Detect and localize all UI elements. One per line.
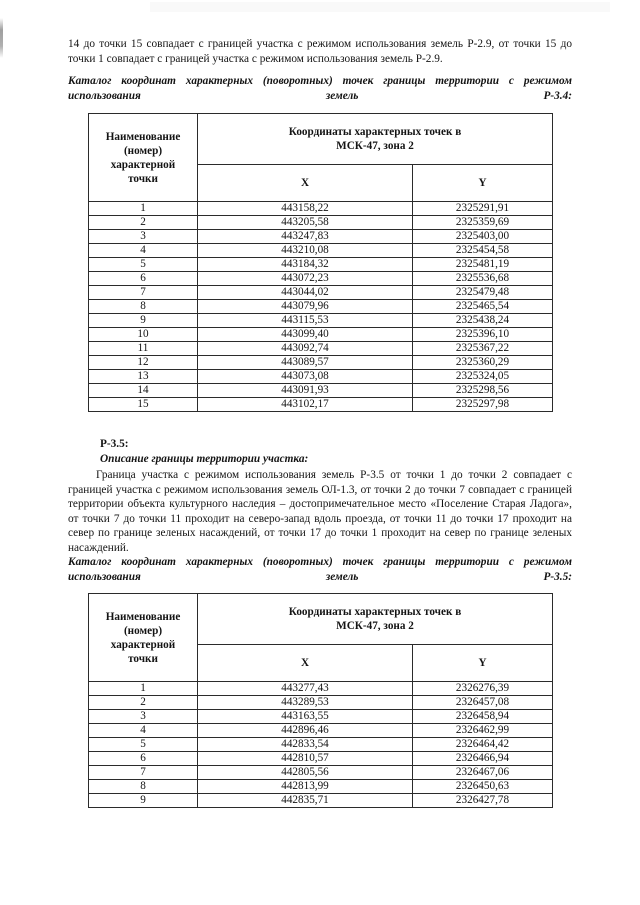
cell-x: 443184,32 bbox=[198, 258, 413, 272]
header-x: X bbox=[198, 165, 413, 202]
cell-y: 2325359,69 bbox=[413, 216, 553, 230]
coordinates-table-p34 bbox=[88, 113, 553, 412]
header-line: точки bbox=[128, 652, 158, 665]
cell-x: 443044,02 bbox=[198, 286, 413, 300]
cell-y: 2325438,24 bbox=[413, 314, 553, 328]
cell-x: 443102,17 bbox=[198, 398, 413, 412]
cell-point-number: 8 bbox=[89, 300, 198, 314]
cell-x: 443079,96 bbox=[198, 300, 413, 314]
header-line: (номер) bbox=[123, 624, 163, 637]
cell-y: 2325324,05 bbox=[413, 370, 553, 384]
header-coordinates bbox=[198, 114, 553, 165]
cell-point-number: 2 bbox=[89, 216, 198, 230]
cell-point-number: 5 bbox=[89, 738, 198, 752]
cell-y: 2326458,94 bbox=[413, 710, 553, 724]
cell-y: 2326457,08 bbox=[413, 696, 553, 710]
cell-y: 2325465,54 bbox=[413, 300, 553, 314]
cell-y: 2325479,48 bbox=[413, 286, 553, 300]
cell-x: 443289,53 bbox=[198, 696, 413, 710]
cell-point-number: 7 bbox=[89, 286, 198, 300]
header-line: Координаты характерных точек в bbox=[288, 126, 462, 138]
table-row bbox=[89, 398, 553, 412]
scan-artifact-left-edge bbox=[0, 18, 3, 58]
table-row bbox=[89, 724, 553, 738]
table-row bbox=[89, 300, 553, 314]
cell-y: 2325298,56 bbox=[413, 384, 553, 398]
header-line: (номер) bbox=[123, 144, 163, 157]
top-paragraph: 14 до точки 15 совпадает с границей участка с режимом использования земель Р-2.9, от точки 15 до точки 1 совпадает с границей участка с режимом использования земель Р-2.9. bbox=[68, 38, 572, 65]
header-y: Y bbox=[413, 165, 553, 202]
table-head bbox=[89, 594, 553, 682]
header-coordinates bbox=[198, 594, 553, 645]
cell-x: 442896,46 bbox=[198, 724, 413, 738]
cell-y: 2325297,98 bbox=[413, 398, 553, 412]
table-head bbox=[89, 114, 553, 202]
cell-x: 443205,58 bbox=[198, 216, 413, 230]
table-row bbox=[89, 342, 553, 356]
cell-x: 443089,57 bbox=[198, 356, 413, 370]
cell-point-number: 1 bbox=[89, 682, 198, 696]
cell-x: 443099,40 bbox=[198, 328, 413, 342]
cell-x: 443092,74 bbox=[198, 342, 413, 356]
header-line: характерной bbox=[110, 638, 176, 651]
table-row bbox=[89, 202, 553, 216]
section-subtitle-p35: Описание границы территории участка: bbox=[100, 453, 309, 465]
cell-point-number: 12 bbox=[89, 356, 198, 370]
cell-point-number: 7 bbox=[89, 766, 198, 780]
cell-point-number: 14 bbox=[89, 384, 198, 398]
cell-x: 442833,54 bbox=[198, 738, 413, 752]
cell-x: 443247,83 bbox=[198, 230, 413, 244]
cell-y: 2326466,94 bbox=[413, 752, 553, 766]
table-row bbox=[89, 230, 553, 244]
cell-y: 2326276,39 bbox=[413, 682, 553, 696]
header-row-primary bbox=[89, 594, 553, 645]
table-row bbox=[89, 752, 553, 766]
header-line: точки bbox=[128, 172, 158, 185]
section-paragraph-p35: Граница участка с режимом использования земель Р-3.5 от точки 1 до точки 2 совпадает с границей участка с режимом использования земель ОЛ-1.3, от точки 2 до точки 7 совпадает с границей территории объекта культурного наследия – достопримечательное место «Поселение Старая Ладога», от точки 7 до точки 11 проходит на северо-запад вдоль проезда, от точки 11 до точки 17 проходит на север по границе зеленых насаждений, от точки 17 до точки 1 проходит на север по границе зеленых насаждений. bbox=[68, 469, 572, 554]
table-row bbox=[89, 244, 553, 258]
table-row bbox=[89, 794, 553, 808]
cell-y: 2325367,22 bbox=[413, 342, 553, 356]
table-body-p34 bbox=[89, 202, 553, 412]
catalog-title-p35: Каталог координат характерных (поворотных) точек границы территории с режимом использования земель Р-3.5: bbox=[68, 556, 572, 584]
table-row bbox=[89, 286, 553, 300]
cell-x: 443091,93 bbox=[198, 384, 413, 398]
table-row bbox=[89, 696, 553, 710]
cell-y: 2326467,06 bbox=[413, 766, 553, 780]
table-row bbox=[89, 738, 553, 752]
table-row bbox=[89, 356, 553, 370]
header-line: Наименование bbox=[105, 130, 181, 143]
cell-x: 442813,99 bbox=[198, 780, 413, 794]
header-line: характерной bbox=[110, 158, 176, 171]
cell-y: 2325454,58 bbox=[413, 244, 553, 258]
cell-y: 2326450,63 bbox=[413, 780, 553, 794]
table-row bbox=[89, 314, 553, 328]
cell-x: 442805,56 bbox=[198, 766, 413, 780]
cell-y: 2325360,29 bbox=[413, 356, 553, 370]
table-row bbox=[89, 710, 553, 724]
table-row bbox=[89, 370, 553, 384]
table-body-p35 bbox=[89, 682, 553, 808]
cell-y: 2325396,10 bbox=[413, 328, 553, 342]
cell-x: 443163,55 bbox=[198, 710, 413, 724]
header-line: МСК-47, зона 2 bbox=[336, 620, 414, 632]
section-label-p35: Р-3.5: bbox=[100, 438, 129, 450]
cell-y: 2325291,91 bbox=[413, 202, 553, 216]
cell-x: 443072,23 bbox=[198, 272, 413, 286]
table-row bbox=[89, 216, 553, 230]
cell-point-number: 10 bbox=[89, 328, 198, 342]
header-line: Наименование bbox=[105, 610, 181, 623]
table-row bbox=[89, 384, 553, 398]
cell-point-number: 4 bbox=[89, 724, 198, 738]
cell-x: 442810,57 bbox=[198, 752, 413, 766]
cell-point-number: 1 bbox=[89, 202, 198, 216]
cell-point-number: 3 bbox=[89, 710, 198, 724]
catalog-title-p34: Каталог координат характерных (поворотных) точек границы территории с режимом использования земель Р-3.4: bbox=[68, 75, 572, 103]
table-row bbox=[89, 258, 553, 272]
cell-y: 2326427,78 bbox=[413, 794, 553, 808]
scan-artifact-top bbox=[150, 2, 610, 12]
cell-point-number: 8 bbox=[89, 780, 198, 794]
cell-point-number: 6 bbox=[89, 272, 198, 286]
table-row bbox=[89, 780, 553, 794]
cell-point-number: 3 bbox=[89, 230, 198, 244]
cell-x: 443115,53 bbox=[198, 314, 413, 328]
cell-point-number: 13 bbox=[89, 370, 198, 384]
cell-point-number: 2 bbox=[89, 696, 198, 710]
table-row bbox=[89, 328, 553, 342]
header-y: Y bbox=[413, 645, 553, 682]
cell-x: 443073,08 bbox=[198, 370, 413, 384]
header-x: X bbox=[198, 645, 413, 682]
cell-point-number: 6 bbox=[89, 752, 198, 766]
cell-x: 443277,43 bbox=[198, 682, 413, 696]
header-point-name bbox=[89, 594, 198, 682]
cell-point-number: 4 bbox=[89, 244, 198, 258]
table-row bbox=[89, 766, 553, 780]
cell-y: 2326462,99 bbox=[413, 724, 553, 738]
coordinates-table-p35 bbox=[88, 593, 553, 808]
cell-x: 443158,22 bbox=[198, 202, 413, 216]
cell-point-number: 5 bbox=[89, 258, 198, 272]
cell-point-number: 9 bbox=[89, 794, 198, 808]
cell-point-number: 9 bbox=[89, 314, 198, 328]
cell-y: 2325536,68 bbox=[413, 272, 553, 286]
cell-x: 442835,71 bbox=[198, 794, 413, 808]
header-line: Координаты характерных точек в bbox=[288, 606, 462, 618]
header-point-name bbox=[89, 114, 198, 202]
cell-y: 2326464,42 bbox=[413, 738, 553, 752]
cell-point-number: 11 bbox=[89, 342, 198, 356]
table-row bbox=[89, 682, 553, 696]
header-row-primary bbox=[89, 114, 553, 165]
cell-y: 2325403,00 bbox=[413, 230, 553, 244]
cell-x: 443210,08 bbox=[198, 244, 413, 258]
cell-point-number: 15 bbox=[89, 398, 198, 412]
header-line: МСК-47, зона 2 bbox=[336, 140, 414, 152]
table-row bbox=[89, 272, 553, 286]
cell-y: 2325481,19 bbox=[413, 258, 553, 272]
